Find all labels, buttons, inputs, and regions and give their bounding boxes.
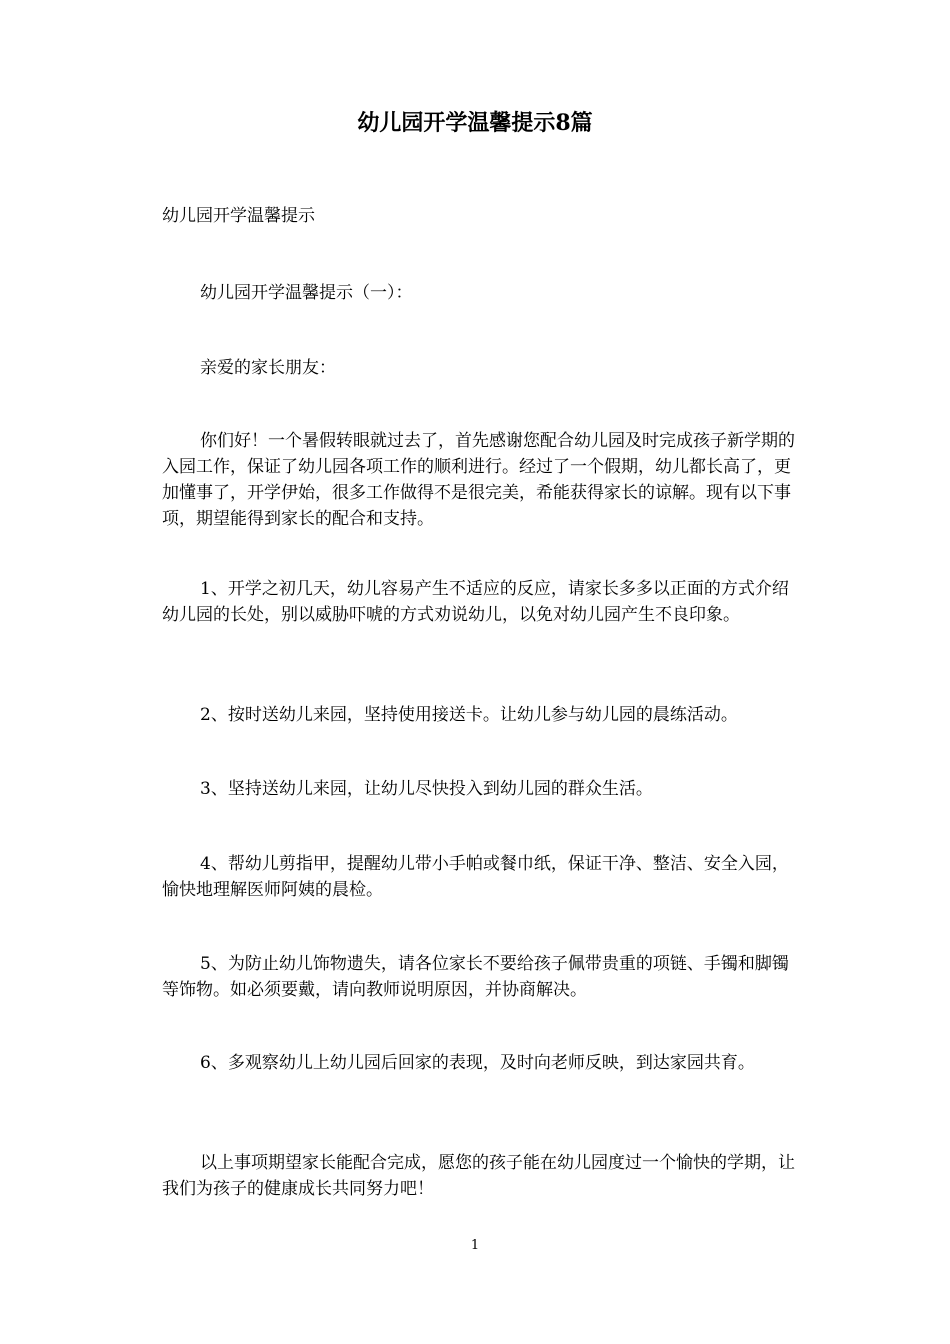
- list-item-5: 5、为防止幼儿饰物遗失，请各位家长不要给孩子佩带贵重的项链、手镯和脚镯等饰物。如必须要戴，请向教师说明原因，并协商解决。: [162, 954, 789, 1000]
- list-item-2: 2、按时送幼儿来园，坚持使用接送卡。让幼儿参与幼儿园的晨练活动。: [200, 705, 738, 725]
- intro-paragraph: 你们好！一个暑假转眼就过去了，首先感谢您配合幼儿园及时完成孩子新学期的入园工作，保证了幼儿园各项工作的顺利进行。经过了一个假期，幼儿都长高了，更加懂事了，开学伊始，很多工作做得不是很完美，希能获得家长的谅解。现有以下事项，期望能得到家长的配合和支持。: [162, 431, 795, 529]
- document-subtitle: 幼儿园开学温馨提示: [162, 206, 315, 226]
- closing-paragraph: 以上事项期望家长能配合完成，愿您的孩子能在幼儿园度过一个愉快的学期，让我们为孩子的健康成长共同努力吧！: [162, 1153, 795, 1199]
- document-title: 幼儿园开学温馨提示8篇: [357, 110, 593, 136]
- list-item-6: 6、多观察幼儿上幼儿园后回家的表现，及时向老师反映，到达家园共育。: [200, 1053, 755, 1073]
- list-item-4: 4、帮幼儿剪指甲，提醒幼儿带小手帕或餐巾纸，保证干净、整洁、安全入园，愉快地理解医师阿姨的晨检。: [162, 854, 789, 900]
- list-item-1: 1、开学之初几天，幼儿容易产生不适应的反应，请家长多多以正面的方式介绍幼儿园的长处，别以威胁吓唬的方式劝说幼儿，以免对幼儿园产生不良印象。: [162, 579, 789, 625]
- page-number: 1: [470, 1238, 480, 1253]
- section-heading: 幼儿园开学温馨提示（一）：: [200, 283, 413, 303]
- list-item-3: 3、坚持送幼儿来园，让幼儿尽快投入到幼儿园的群众生活。: [200, 779, 653, 799]
- greeting: 亲爱的家长朋友：: [200, 358, 336, 378]
